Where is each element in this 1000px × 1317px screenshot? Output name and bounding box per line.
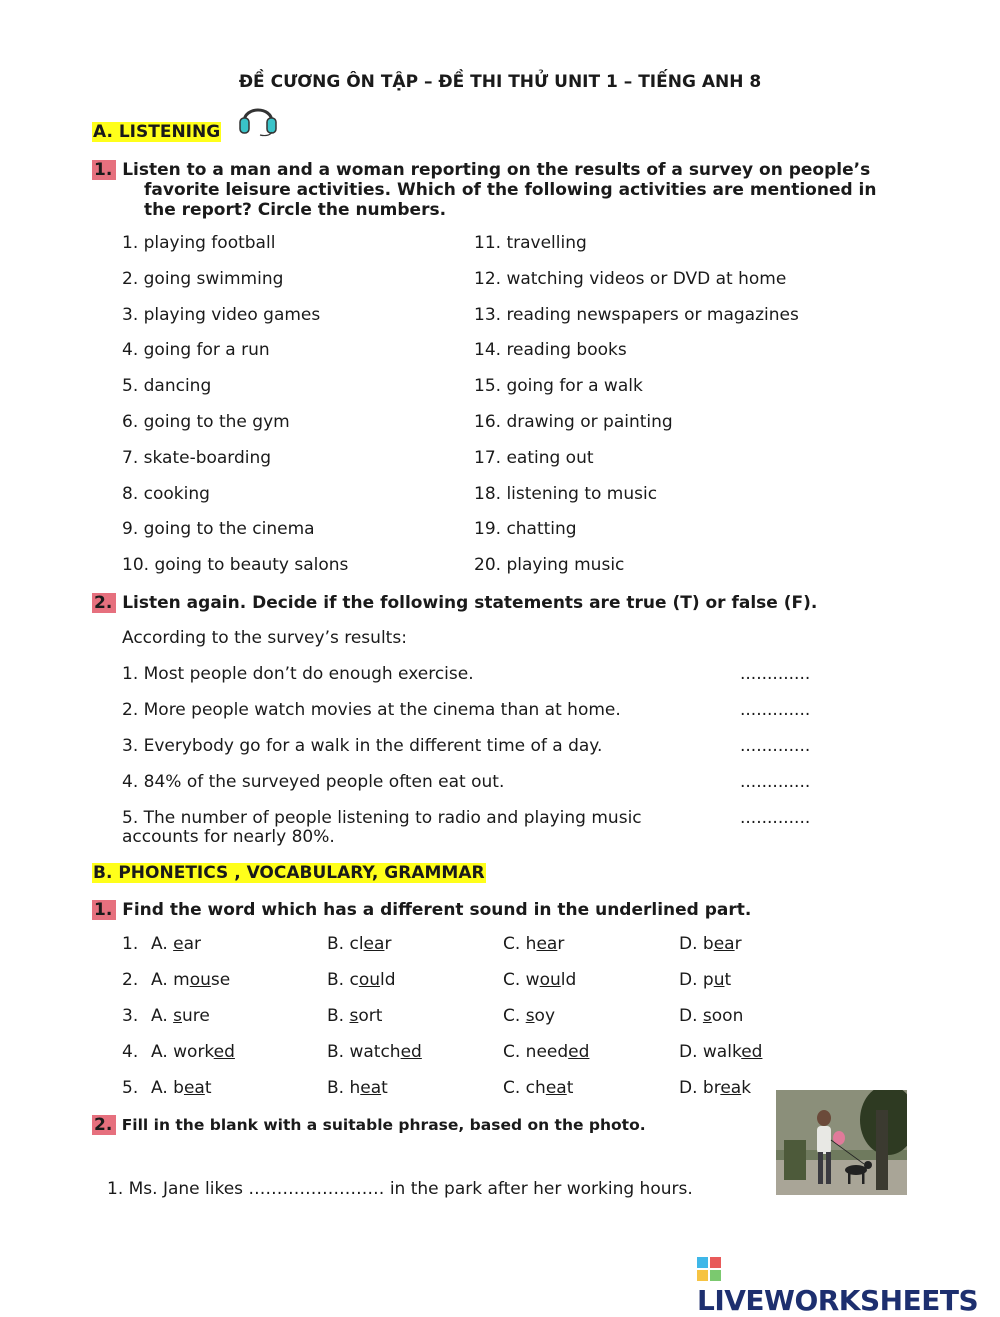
list-item: 9. going to the cinema [122, 519, 315, 540]
option-c[interactable]: C. hear [503, 934, 565, 954]
headphones-icon [236, 96, 280, 138]
option-b[interactable]: B. watched [327, 1042, 422, 1062]
woman-walking-dog-photo [776, 1090, 907, 1195]
list-item: 7. skate-boarding [122, 447, 272, 468]
section-a-heading: A. LISTENING [93, 122, 221, 142]
option-d[interactable]: D. put [679, 970, 732, 990]
option-c[interactable]: C. soy [503, 1006, 556, 1026]
list-item: 4. going for a run [122, 340, 270, 361]
page-title: ĐỀ CƯƠNG ÔN TẬP – ĐỀ THI THỬ UNIT 1 – TIẾNG ANH 8 [238, 72, 762, 92]
list-item: 3. playing video games [122, 304, 321, 325]
statement-text: 1. Most people don’t do enough exercise. [122, 664, 474, 684]
option-b[interactable]: B. could [327, 970, 396, 990]
list-item: 16. drawing or painting [474, 411, 673, 432]
row-number: 2. [122, 970, 139, 990]
list-item: 18. listening to music [474, 483, 658, 504]
option-c[interactable]: C. needed [503, 1042, 590, 1062]
survey-intro: According to the survey’s results: [122, 628, 407, 648]
q-b2-instruction: 2. Fill in the blank with a suitable phrase, based on the photo. [94, 1115, 646, 1135]
row-number: 1. [122, 934, 139, 954]
list-item: 13. reading newspapers or magazines [474, 304, 799, 325]
answer-blank[interactable]: ............. [740, 736, 811, 756]
answer-blank[interactable]: ............. [740, 664, 811, 684]
list-item: 2. going swimming [122, 268, 284, 289]
list-item: 10. going to beauty salons [122, 555, 349, 576]
option-b[interactable]: B. clear [327, 934, 392, 954]
activity-list-left [122, 233, 348, 591]
row-number: 3. [122, 1006, 139, 1026]
option-b[interactable]: B. sort [327, 1006, 383, 1026]
list-item: 11. travelling [474, 233, 587, 253]
option-d[interactable]: D. walked [679, 1042, 763, 1062]
list-item: 17. eating out [474, 447, 594, 468]
option-a[interactable]: A. sure [151, 1006, 210, 1026]
option-c[interactable]: C. cheat [503, 1078, 574, 1098]
option-a[interactable]: A. worked [151, 1042, 235, 1062]
list-item: 20. playing music [474, 555, 625, 576]
option-d[interactable]: D. soon [679, 1006, 744, 1026]
list-item: 19. chatting [474, 519, 577, 540]
q-b1-instruction: 1. Find the word which has a different sound in the underlined part. [94, 900, 752, 920]
row-number: 5. [122, 1078, 139, 1098]
q-a2-instruction: 2. Listen again. Decide if the following statements are true (T) or false (F). [94, 593, 818, 613]
list-item: 12. watching videos or DVD at home [474, 268, 787, 289]
option-d[interactable]: D. bear [679, 934, 742, 954]
list-item: 6. going to the gym [122, 411, 290, 432]
list-item: 8. cooking [122, 483, 210, 504]
statement-text: 3. Everybody go for a walk in the different time of a day. [122, 736, 603, 756]
answer-blank[interactable]: ............. [740, 808, 811, 828]
list-item: 5. dancing [122, 376, 212, 397]
section-b-heading: B. PHONETICS , VOCABULARY, GRAMMAR [93, 863, 485, 883]
activity-list-right [474, 233, 799, 591]
option-a[interactable]: A. beat [151, 1078, 212, 1098]
option-d[interactable]: D. break [679, 1078, 752, 1098]
row-number: 4. [122, 1042, 139, 1062]
answer-blank[interactable]: ............. [740, 772, 811, 792]
liveworksheets-logo: LIVEWORKSHEETS [697, 1254, 1000, 1317]
list-item: 15. going for a walk [474, 376, 643, 397]
option-a[interactable]: A. ear [151, 934, 202, 954]
statement-text: 5. The number of people listening to radio and playing music [122, 808, 642, 828]
option-b[interactable]: B. heat [327, 1078, 388, 1098]
q-a1-instruction: 1. Listen to a man and a woman reporting on the results of a survey on people’s favorite leisure activities. Which of the following activities are mentioned in the report? Circle the numbers. [94, 160, 877, 220]
answer-blank[interactable]: ............. [740, 700, 811, 720]
option-c[interactable]: C. would [503, 970, 577, 990]
list-item: 14. reading books [474, 340, 627, 361]
fill-blank-sentence[interactable]: 1. Ms. Jane likes …………………… in the park after her working hours. [107, 1179, 693, 1199]
list-item: 1. playing football [122, 233, 276, 253]
statement-text-cont: accounts for nearly 80%. [122, 827, 335, 847]
statement-text: 4. 84% of the surveyed people often eat out. [122, 772, 505, 792]
logo-blocks-icon [697, 1254, 723, 1284]
option-a[interactable]: A. mouse [151, 970, 231, 990]
statement-text: 2. More people watch movies at the cinema than at home. [122, 700, 621, 720]
